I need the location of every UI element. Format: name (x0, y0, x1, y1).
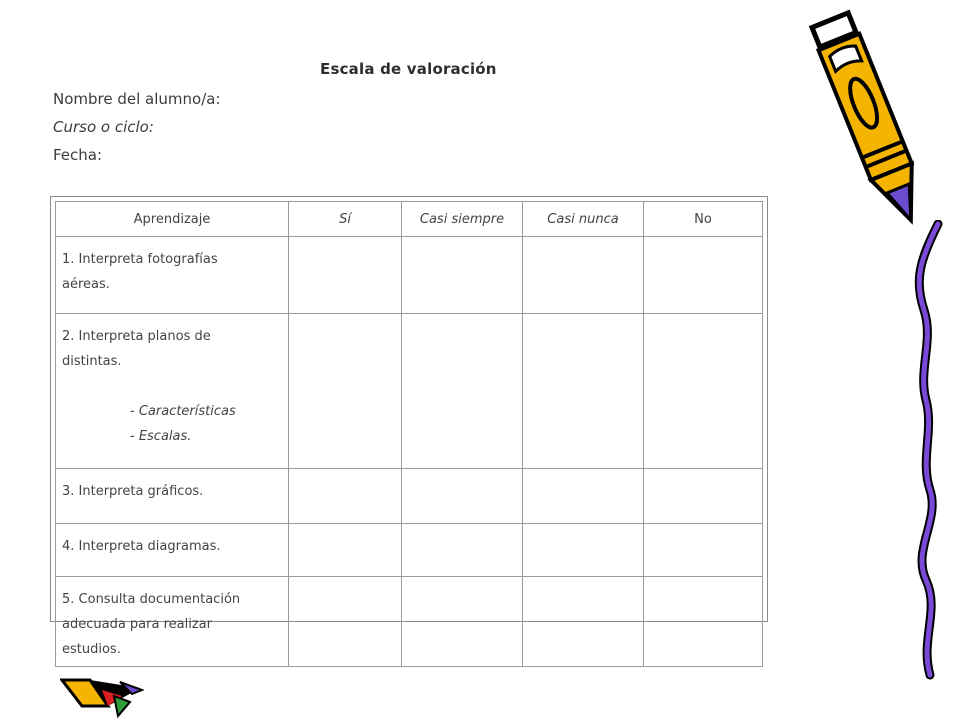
rating-cell[interactable] (402, 314, 523, 469)
item-line: 4. Interpreta diagramas. (62, 539, 221, 554)
header-si: Sí (289, 202, 402, 237)
header-casi-nunca: Casi nunca (523, 202, 644, 237)
item-line: 3. Interpreta gráficos. (62, 484, 204, 499)
header-no: No (644, 202, 763, 237)
item-subline: - Escalas. (130, 429, 192, 444)
rating-cell[interactable] (644, 577, 763, 667)
course-label: Curso o ciclo: (53, 118, 154, 136)
item-line: 2. Interpreta planos de (62, 329, 211, 344)
header-aprendizaje: Aprendizaje (56, 202, 289, 237)
item-line: 5. Consulta documentación (62, 592, 241, 607)
rating-cell[interactable] (289, 314, 402, 469)
item-cell (56, 469, 289, 524)
wavy-line-decoration (900, 220, 960, 680)
rating-cell[interactable] (523, 237, 644, 314)
rating-cell[interactable] (402, 577, 523, 667)
rating-cell[interactable] (644, 314, 763, 469)
rating-cell[interactable] (289, 524, 402, 577)
rating-cell[interactable] (289, 237, 402, 314)
rating-cell[interactable] (644, 524, 763, 577)
table-row (56, 237, 763, 314)
rating-cell[interactable] (523, 577, 644, 667)
rating-cell[interactable] (402, 469, 523, 524)
item-cell (56, 577, 289, 667)
item-subline: - Características (130, 404, 236, 419)
date-label: Fecha: (53, 146, 103, 164)
item-line: distintas. (62, 354, 122, 369)
rating-cell[interactable] (289, 577, 402, 667)
evaluation-table-frame (50, 196, 768, 657)
item-spacer (62, 374, 282, 399)
evaluation-table (55, 201, 763, 667)
item-cell (56, 237, 289, 314)
rating-cell[interactable] (644, 237, 763, 314)
item-line: adecuada para realizar (62, 617, 212, 632)
rating-cell[interactable] (644, 469, 763, 524)
item-line: estudios. (62, 642, 121, 657)
document-title: Escala de valoración (320, 60, 497, 78)
rating-cell[interactable] (402, 524, 523, 577)
table-row (56, 577, 763, 667)
header-casi-siempre: Casi siempre (402, 202, 523, 237)
item-line: aéreas. (62, 277, 110, 292)
pencil-fragment-icon (60, 676, 144, 720)
student-name-label: Nombre del alumno/a: (53, 90, 221, 108)
item-cell (56, 314, 289, 469)
rating-cell[interactable] (523, 524, 644, 577)
rating-cell[interactable] (402, 237, 523, 314)
item-line: 1. Interpreta fotografías (62, 252, 218, 267)
table-row (56, 524, 763, 577)
table-row (56, 469, 763, 524)
pencil-icon (800, 0, 950, 235)
rating-cell[interactable] (523, 469, 644, 524)
table-header-row (56, 202, 763, 237)
item-cell (56, 524, 289, 577)
table-row (56, 314, 763, 469)
rating-cell[interactable] (289, 469, 402, 524)
rating-cell[interactable] (523, 314, 644, 469)
